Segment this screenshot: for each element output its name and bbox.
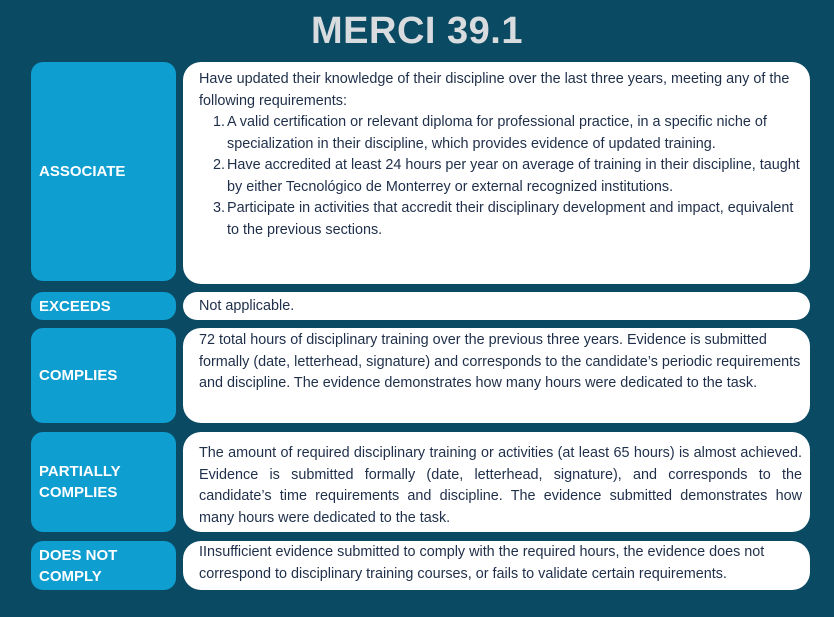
- associate-label: [31, 62, 176, 281]
- exceeds-description: [183, 292, 810, 320]
- complies-label: [31, 328, 176, 423]
- partially-label-line2: COMPLIES: [39, 484, 118, 501]
- exceeds-label-text: EXCEEDS: [39, 297, 111, 315]
- partially-complies-description: [183, 432, 810, 532]
- complies-text: 72 total hours of disciplinary training over the previous three years. Evidence is submitted formally (date, letterhead, signature) and corresponds to the candidate’s periodic requirements and discipline. The evidence demonstrates how many hours were dedicated to the task.: [199, 332, 801, 391]
- does-not-label-line1: DOES NOT: [39, 546, 118, 564]
- does-not-label-line2: COMPLY: [39, 567, 102, 585]
- partially-complies-text: The amount of required disciplinary training or activities (at least 65 hours) is almost achieved. Evidence is submitted formally (date, letterhead, signature), and corresponds to the candidate’s time requirements and discipline. The evidence submitted demonstrates how many hours were dedicated to the task.: [199, 445, 802, 526]
- complies-description: [183, 328, 810, 423]
- does-not-comply-label: [31, 541, 176, 590]
- partially-label-line1: PARTIALLY: [39, 463, 121, 480]
- associate-description: [183, 62, 810, 284]
- associate-intro: Have updated their knowledge of their discipline over the last three years, meeting any of the following requirements:: [199, 71, 790, 109]
- page-title: MERCI 39.1: [311, 10, 523, 52]
- list-item: 1. A valid certification or relevant diploma for professional practice, in a specific niche of specialization in their discipline, which provides evidence of updated training.: [212, 114, 767, 152]
- list-item: 2. Have accredited at least 24 hours per year on average of training in their discipline, taught by either Tecnológico de Monterrey or external recognized institutions.: [212, 157, 800, 195]
- partially-complies-label: [31, 432, 176, 532]
- does-not-comply-text: IInsufficient evidence submitted to comply with the required hours, the evidence does not correspond to disciplinary training courses, or fails to validate certain requirements.: [199, 544, 765, 582]
- complies-label-text: COMPLIES: [39, 367, 118, 384]
- exceeds-label: [31, 292, 176, 320]
- associate-requirements-list: [199, 112, 804, 241]
- does-not-comply-description: [183, 541, 810, 590]
- associate-label-text: ASSOCIATE: [39, 163, 126, 180]
- exceeds-text: Not applicable.: [199, 298, 295, 314]
- list-item: 3. Participate in activities that accredit their disciplinary development and impact, equivalent to the previous sections.: [212, 200, 794, 238]
